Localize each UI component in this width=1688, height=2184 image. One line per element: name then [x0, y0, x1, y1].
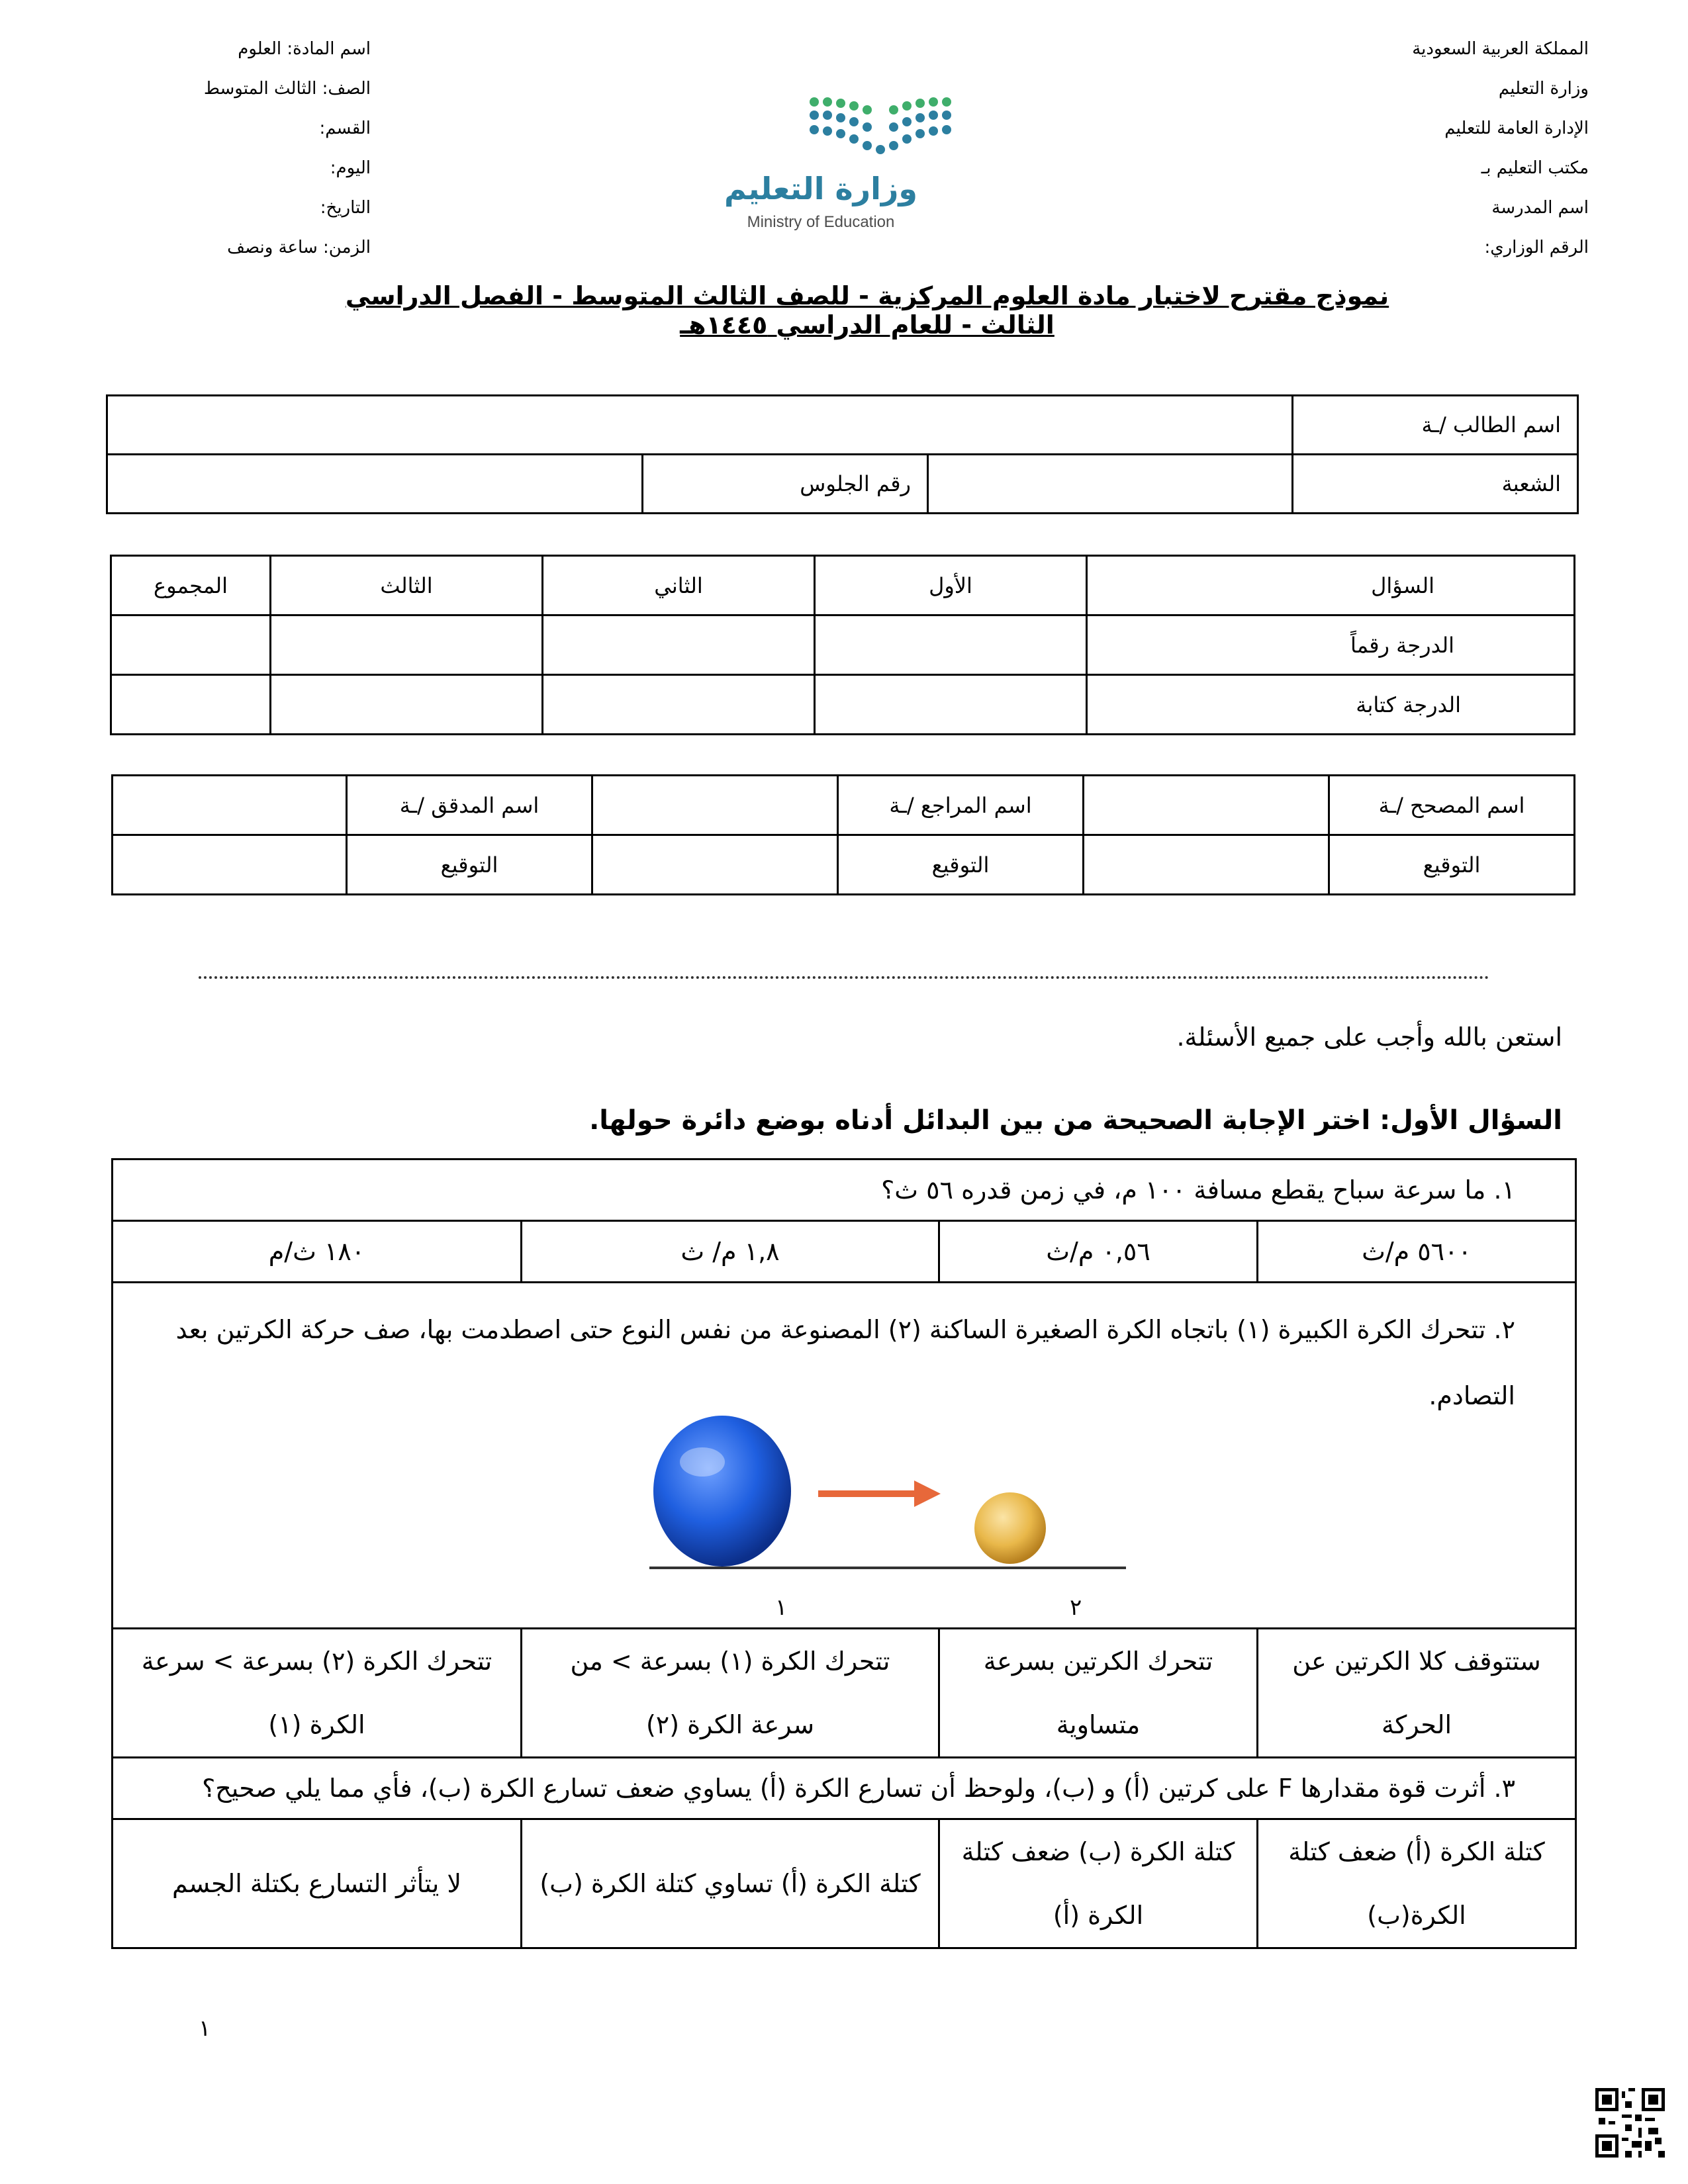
dotted-divider: [199, 976, 1489, 979]
section-field[interactable]: [928, 455, 1293, 514]
student-info-table: [106, 394, 1579, 514]
small-ball-icon: [974, 1492, 1046, 1564]
q1-item2-cell: [113, 1283, 1576, 1629]
question1-table: [111, 1158, 1577, 1949]
corrector-field[interactable]: [1084, 776, 1329, 835]
q1-item2-option-d[interactable]: تتحرك الكرة (٢) بسرعة > سرعة الكرة (١): [113, 1629, 522, 1758]
header-ministry-block: [1412, 29, 1589, 267]
reviewer-field[interactable]: [592, 776, 838, 835]
grade-cell[interactable]: [271, 615, 543, 675]
exam-title: نموذج مقترح لاختبار مادة العلوم المركزية - للصف الثالث المتوسط - الفصل الدراسي الثالث - للعام الدراسي ١٤٤٥هـ: [345, 281, 1389, 340]
q1-item2-text: ٢. تتحرك الكرة الكبيرة (١) باتجاه الكرة الصغيرة الساكنة (٢) المصنوعة من نفس النوع حتى اصطدمت بها، صف حركة الكرتين بعد التصادم.: [175, 1315, 1515, 1410]
ball1-label: ١: [775, 1594, 788, 1621]
header-office: مكتب التعليم بـ: [1481, 158, 1589, 178]
checker-label: اسم المدقق /ـة: [347, 776, 592, 835]
section-label: الشعبة: [1293, 455, 1578, 514]
grades-header-question: السؤال: [1087, 556, 1575, 615]
logo-arabic-text: وزارة التعليم: [724, 171, 917, 206]
ministry-logo-icon: [801, 93, 960, 159]
corrector-signature-field[interactable]: [1084, 835, 1329, 895]
grades-table: [110, 555, 1575, 735]
ball2-label: ٢: [1070, 1594, 1082, 1621]
grade-cell[interactable]: [271, 675, 543, 735]
collision-balls-figure: [649, 1416, 1152, 1601]
qr-code-icon: [1595, 2088, 1665, 2158]
q1-item2-option-a[interactable]: ستتوقف كلا الكرتين عن الحركة: [1258, 1629, 1576, 1758]
grades-row-words-label: الدرجة كتابة: [1087, 675, 1575, 735]
question1-heading: السؤال الأول: اختر الإجابة الصحيحة من بين البدائل أدناه بوضع دائرة حولها.: [589, 1105, 1562, 1136]
student-name-field[interactable]: [107, 396, 1293, 455]
corrector-label: اسم المصحح /ـة: [1329, 776, 1575, 835]
large-ball-icon: [653, 1416, 791, 1567]
exam-intro: استعن بالله وأجب على جميع الأسئلة.: [1176, 1023, 1562, 1052]
q1-item1-text: ١. ما سرعة سباح يقطع مسافة ١٠٠ م، في زمن قدره ٥٦ ث؟: [113, 1160, 1576, 1221]
q1-item3-option-b[interactable]: كتلة الكرة (ب) ضعف كتلة الكرة (أ): [939, 1819, 1258, 1948]
q1-item1-option-d[interactable]: ١٨٠ ث/م: [113, 1221, 522, 1283]
header-department: القسم:: [319, 118, 371, 138]
logo-english-text: Ministry of Education: [747, 213, 895, 231]
grade-cell[interactable]: [111, 675, 271, 735]
grade-cell[interactable]: [815, 615, 1087, 675]
checker-field[interactable]: [113, 776, 347, 835]
student-name-label: اسم الطالب /ـة: [1293, 396, 1578, 455]
checker-signature-field[interactable]: [113, 835, 347, 895]
header-grade: الصف: الثالث المتوسط: [203, 79, 371, 99]
header-directorate: الإدارة العامة للتعليم: [1444, 118, 1589, 138]
seat-number-label: رقم الجلوس: [643, 455, 928, 514]
q1-item1-option-c[interactable]: ١,٨ م/ ث: [522, 1221, 939, 1283]
checker-signature-label: التوقيع: [347, 835, 592, 895]
arrow-right-icon: [914, 1480, 941, 1507]
header-date: التاريخ:: [320, 198, 371, 218]
grade-cell[interactable]: [543, 615, 815, 675]
q1-item3-option-c[interactable]: كتلة الكرة (أ) تساوي كتلة الكرة (ب): [522, 1819, 939, 1948]
q1-item2-option-c[interactable]: تتحرك الكرة (١) بسرعة > من سرعة الكرة (٢): [522, 1629, 939, 1758]
reviewer-signature-field[interactable]: [592, 835, 838, 895]
grade-cell[interactable]: [543, 675, 815, 735]
staff-table: [111, 774, 1575, 895]
grades-header-third: الثالث: [271, 556, 543, 615]
reviewer-signature-label: التوقيع: [838, 835, 1084, 895]
header-duration: الزمن: ساعة ونصف: [227, 238, 371, 257]
reviewer-label: اسم المراجع /ـة: [838, 776, 1084, 835]
header-school: اسم المدرسة: [1491, 198, 1589, 218]
header-subject: اسم المادة: العلوم: [238, 39, 371, 59]
q1-item2-option-b[interactable]: تتحرك الكرتين بسرعة متساوية: [939, 1629, 1258, 1758]
q1-item3-option-a[interactable]: كتلة الكرة (أ) ضعف كتلة الكرة(ب): [1258, 1819, 1576, 1948]
grades-header-first: الأول: [815, 556, 1087, 615]
grade-cell[interactable]: [815, 675, 1087, 735]
q1-item3-option-d[interactable]: لا يتأثر التسارع بكتلة الجسم: [113, 1819, 522, 1948]
header-ministry: وزارة التعليم: [1498, 79, 1589, 99]
q1-item3-text: ٣. أثرت قوة مقدارها F على كرتين (أ) و (ب)، ولوحظ أن تسارع الكرة (أ) يساوي ضعف تسارع الكرة (ب)، فأي مما يلي صحيح؟: [113, 1758, 1576, 1819]
q1-item1-option-b[interactable]: ٠,٥٦ م/ث: [939, 1221, 1258, 1283]
header-subject-block: [185, 29, 371, 267]
grades-header-second: الثاني: [543, 556, 815, 615]
header-ministry-number: الرقم الوزاري:: [1484, 238, 1589, 257]
seat-number-field[interactable]: [107, 455, 643, 514]
page-number: ١: [199, 2015, 211, 2042]
grades-row-digits-label: الدرجة رقماً: [1087, 615, 1575, 675]
q1-item1-option-a[interactable]: ٥٦٠٠ م/ث: [1258, 1221, 1576, 1283]
grades-header-total: المجموع: [111, 556, 271, 615]
header-day: اليوم:: [330, 158, 371, 178]
corrector-signature-label: التوقيع: [1329, 835, 1575, 895]
grade-cell[interactable]: [111, 615, 271, 675]
header-country: المملكة العربية السعودية: [1412, 39, 1589, 59]
